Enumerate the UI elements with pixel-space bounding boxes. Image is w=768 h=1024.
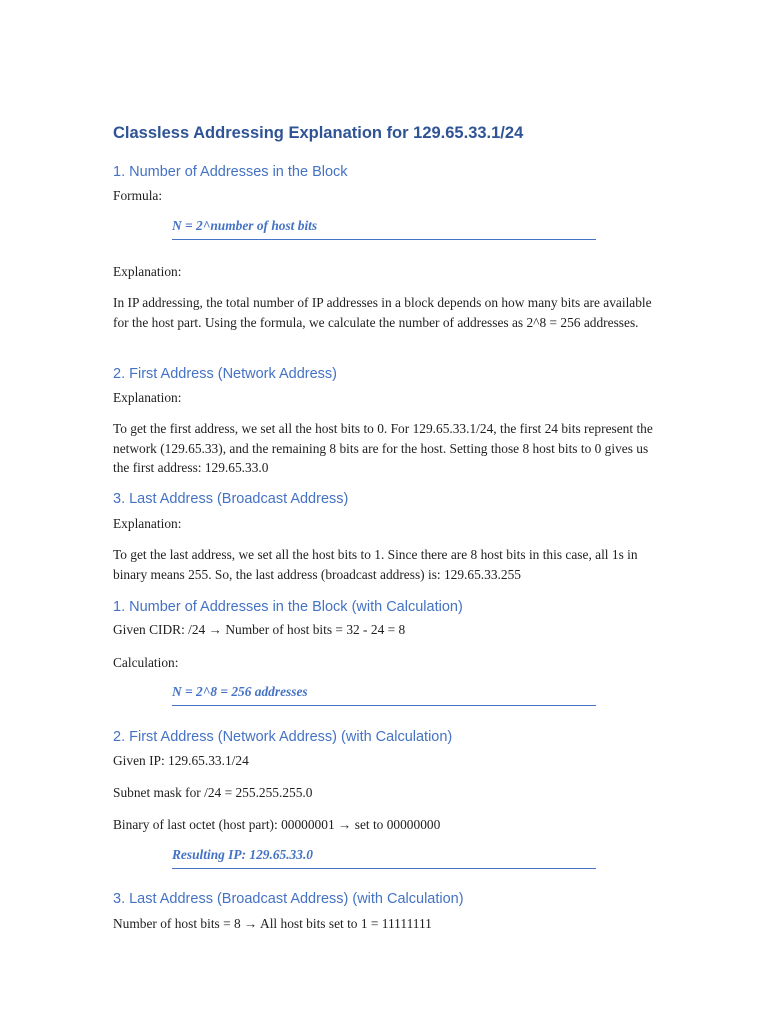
calculation-label: Calculation: [113, 655, 179, 670]
subnet-mask-line: Subnet mask for /24 = 255.255.255.0 [113, 785, 313, 800]
section-heading-number-of-addresses: 1. Number of Addresses in the Block [113, 164, 348, 180]
explanation-paragraph: To get the first address, we set all the host bits to 0. For 129.65.33.1/24, the first 24 bits represent the network (129.65.33), and the remaining 8 bits are for the host. Setting those 8 host bits to 0 gives us the first address: 129.65.33.0 [113, 421, 653, 475]
binary-octet-line: Binary of last octet (host part): 00000001 → set to 00000000 [113, 817, 441, 832]
host-bits-line: Number of host bits = 8 → All host bits set to 1 = 11111111 [113, 916, 432, 931]
section-heading-last-address: 3. Last Address (Broadcast Address) [113, 491, 349, 507]
section-heading-number-of-addresses-calc: 1. Number of Addresses in the Block (with Calculation) [113, 599, 463, 615]
formula-label: Formula: [113, 188, 163, 203]
formula-quote: N = 2^number of host bits [172, 218, 596, 240]
section-heading-last-address-calc: 3. Last Address (Broadcast Address) (with Calculation) [113, 891, 464, 907]
document-title: Classless Addressing Explanation for 129.65.33.1/24 [113, 124, 524, 142]
section-heading-first-address-calc: 2. First Address (Network Address) (with Calculation) [113, 729, 453, 745]
explanation-paragraph: To get the last address, we set all the host bits to 1. Since there are 8 host bits in this case, all 1s in binary means 255. So, the last address (broadcast address) is: 129.65.33.255 [113, 547, 638, 582]
explanation-label: Explanation: [113, 516, 182, 531]
section-heading-first-address: 2. First Address (Network Address) [113, 366, 338, 382]
explanation-label: Explanation: [113, 390, 182, 405]
given-ip-line: Given IP: 129.65.33.1/24 [113, 753, 249, 768]
resulting-ip-quote: Resulting IP: 129.65.33.0 [172, 847, 596, 869]
calculation-result-quote: N = 2^8 = 256 addresses [172, 684, 596, 706]
given-cidr-line: Given CIDR: /24 → Number of host bits = 32 - 24 = 8 [113, 622, 406, 637]
explanation-paragraph: In IP addressing, the total number of IP addresses in a block depends on how many bits are available for the host part. Using the formula, we calculate the number of addresses as 2^8 = 256 addresses. [113, 295, 652, 330]
explanation-label: Explanation: [113, 264, 182, 279]
